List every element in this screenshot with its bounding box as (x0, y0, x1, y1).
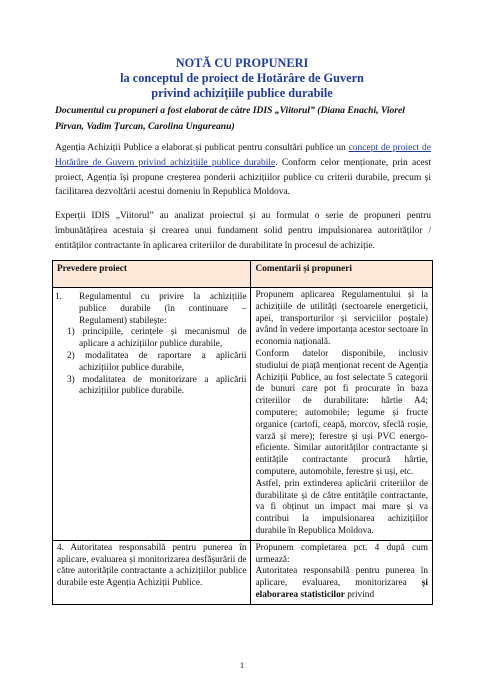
concept-link[interactable]: concept de proiect de Hotărâre de Guvern privind achizițiile publice durabile (55, 143, 431, 168)
table-row (53, 288, 433, 541)
comment-cell-1 (251, 288, 433, 541)
comment-4-text-a: Autoritatea responsabilă pentru punerea în aplicare, evaluarea, monitorizarea (255, 566, 428, 589)
provision-1-text: Regulamentul cu privire la achizițiile publice durabile (în continuare – Regulament) stabilește: (79, 292, 247, 326)
comment-cell-4 (251, 540, 433, 604)
comment-4-text-c: privind (344, 589, 375, 600)
comment-4-paragraph-1: Propunem completarea pct. 4 după cum urmează: (255, 542, 428, 565)
document-title-line3: privind achizițiile publice durabile (151, 86, 333, 100)
intro-paragraph-1 (55, 141, 431, 200)
document-authors: Documentul cu propuneri a fost elaborat de către IDIS „Viitorul” (Diana Enachi, Viorel Pîrvan, Vadim Țurcan, Carolina Ungureanu) (55, 105, 405, 132)
document-title-line2: la conceptul de proiect de Hotărâre de Guvern (120, 71, 364, 85)
intro-paragraph-2: Experții IDIS „Viitorul” au analizat proiectul și au formulat o serie de propuneri pentru îmbunătățirea acestuia și crearea unui fundament solid pentru impulsionarea autorităților / entităților contractante în aplicarea criteriilor de durabilitate în procesul de achiziție. (55, 211, 431, 251)
list-item: 3) modalitatea de monitorizare a aplicării achizițiilor publice durabile. (67, 374, 247, 397)
provision-cell-1 (53, 288, 251, 541)
intro-text-before-link: Agenția Achiziții Publice a elaborat și publicat pentru consultări publice un (55, 143, 349, 153)
provision-1-number: 1. (55, 292, 62, 302)
column-header-comments: Comentarii și propuneri (251, 261, 433, 288)
document-title-line1: NOTĂ CU PROPUNERI (175, 56, 309, 70)
comment-1-paragraph-2: Conform datelor disponibile, inclusiv studiului de piață menționat recent de Agenția Achiziții Publice, au fost selectate 5 categorii de bunuri care pot fi procurate în baza criteriilor de durabilitate: hârtie A4; computere; automobile; legume și fructe organice (cartofi, ceapă, morcov, sfeclă roșie, varză și mere); ferestre și uși PVC energo-eficiente. Similar autorităților contractante și entitățile contractante procură hârtie, computere, automobile, ferestre și uși, etc. (255, 348, 428, 477)
table-row (53, 540, 433, 604)
list-item: 2) modalitatea de raportare a aplicării achizițiilor publice durabile, (67, 350, 247, 373)
column-header-provision: Prevedere proiect (53, 261, 251, 288)
comment-1-paragraph-1: Propunem aplicarea Regulamentului și la achizițiile de utilități (sectoarele energeticii, apei, transporturilor și serviciilor poștale) având în vedere importanța acestor sectoare în economia națională. (255, 290, 428, 348)
comment-4-paragraph-2 (255, 566, 428, 601)
provision-1-main (55, 292, 247, 327)
provision-cell-4: 4. Autoritatea responsabilă pentru punerea în aplicare, evaluarea și monitorizarea desfășurării de către autoritățile contractante a achizițiilor publice durabile este Agenția Achiziții Publice. (53, 540, 251, 604)
list-item: 1) principiile, cerințele și mecanismul de aplicare a achizițiilor publice durabile, (67, 327, 247, 350)
proposals-table (52, 260, 433, 605)
comment-4-text-bold: și elaborarea statisticilor (255, 578, 428, 600)
page-number: 1 (239, 660, 245, 670)
provision-1-block (57, 290, 246, 398)
intro-text-after-link: . Conform celor menționate, prin acest proiect, Agenția își propune creșterea ponderii achizițiilor publice cu criterii durabile, precum și facilitarea dezvoltării acestui domeniu în Republica Moldova. (55, 157, 431, 198)
provision-1-list (67, 327, 246, 398)
table-header-row (53, 261, 433, 288)
comment-1-paragraph-3: Astfel, prin extinderea aplicării criteriilor de durabilitate și de către entitățile contractante, va fi obținut un impact mai mare și va contribui la impulsionarea achizițiilor durabile în Republica Moldova. (255, 478, 428, 536)
